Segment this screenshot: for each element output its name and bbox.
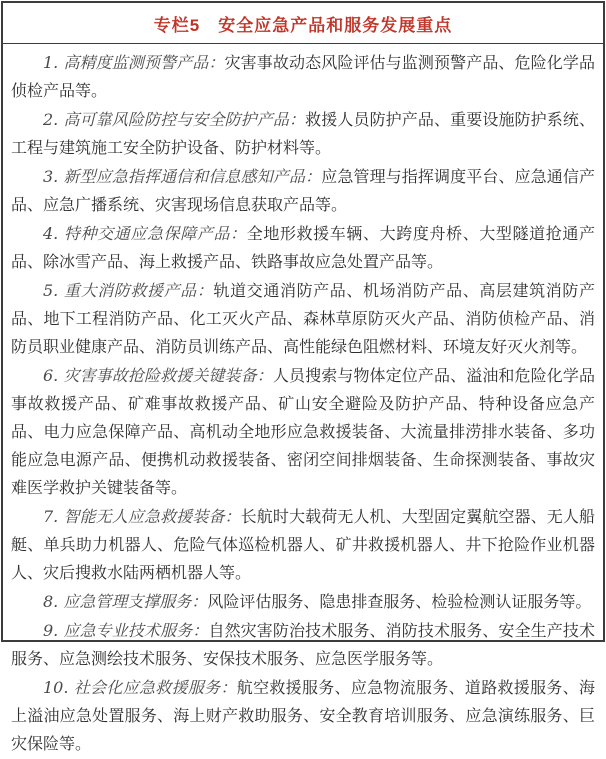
list-item — [11, 277, 595, 362]
item-body: 全地形救援车辆、大跨度舟桥、大型隧道抢通产品、除冰雪产品、海上救援产品、铁路事故应急处置产品等。 — [11, 226, 595, 271]
list-item — [11, 163, 595, 220]
item-lead: 8. 应急管理支撑服务： — [43, 592, 208, 611]
item-body: 长航时大载荷无人机、大型固定翼航空器、无人船艇、单兵助力机器人、危险气体巡检机器人、矿井救援机器人、井下抢险作业机器人、灾后搜救水陆两栖机器人等。 — [11, 509, 595, 582]
list-item — [11, 106, 595, 163]
title-row — [3, 3, 603, 44]
item-body: 风险评估服务、隐患排查服务、检验检测认证服务等。 — [207, 594, 592, 611]
item-lead: 5. 重大消防救援产品： — [43, 281, 214, 300]
list-item — [11, 617, 595, 674]
list-item — [11, 362, 595, 503]
item-lead: 1. 高精度监测预警产品： — [43, 53, 225, 72]
item-lead: 4. 特种交通应急保障产品： — [43, 224, 247, 243]
item-body: 航空救援服务、应急物流服务、道路救援服务、海上溢油应急处置服务、海上财产救助服务、安全教育培训服务、应急演练服务、巨灾保险等。 — [11, 680, 595, 753]
list-item — [11, 220, 595, 277]
column-box — [1, 1, 605, 753]
item-lead: 3. 新型应急指挥通信和信息感知产品： — [43, 167, 322, 186]
item-body: 灾害事故动态风险评估与监测预警产品、危险化学品侦检产品等。 — [11, 55, 595, 100]
item-body: 应急管理与指挥调度平台、应急通信产品、应急广播系统、灾害现场信息获取产品等。 — [11, 169, 595, 214]
list-item — [11, 503, 595, 588]
item-lead: 10. 社会化应急救援服务： — [43, 678, 237, 697]
box-title: 专栏5 安全应急产品和服务发展重点 — [153, 15, 453, 35]
item-body: 自然灾害防治技术服务、消防技术服务、安全生产技术服务、应急测绘技术服务、安保技术服务、应急医学服务等。 — [11, 623, 595, 668]
item-body: 救援人员防护产品、重要设施防护系统、工程与建筑施工安全防护设备、防护材料等。 — [11, 112, 595, 157]
item-lead: 2. 高可靠风险防控与安全防护产品： — [43, 110, 306, 129]
item-lead: 7. 智能无人应急救援装备： — [43, 507, 241, 526]
list-item — [11, 674, 595, 759]
item-body: 人员搜索与物体定位产品、溢油和危险化学品事故救援产品、矿难事故救援产品、矿山安全避险及防护产品、特种设备应急产品、电力应急保障产品、高机动全地形应急救援装备、大流量排涝排水装备、多功能应急电源产品、便携机动救援装备、密闭空间排烟装备、生命探测装备、事故灾难医学救护关键装备等。 — [11, 368, 595, 497]
item-lead: 9. 应急专业技术服务： — [43, 621, 209, 640]
item-body: 轨道交通消防产品、机场消防产品、高层建筑消防产品、地下工程消防产品、化工灭火产品、森林草原防灭火产品、消防侦检产品、消防员职业健康产品、消防员训练产品、高性能绿色阻燃材料、环境友好灭火剂等。 — [11, 283, 595, 356]
item-lead: 6. 灾害事故抢险救援关键装备： — [43, 366, 273, 385]
list-item — [11, 49, 595, 106]
list-item — [11, 588, 595, 617]
